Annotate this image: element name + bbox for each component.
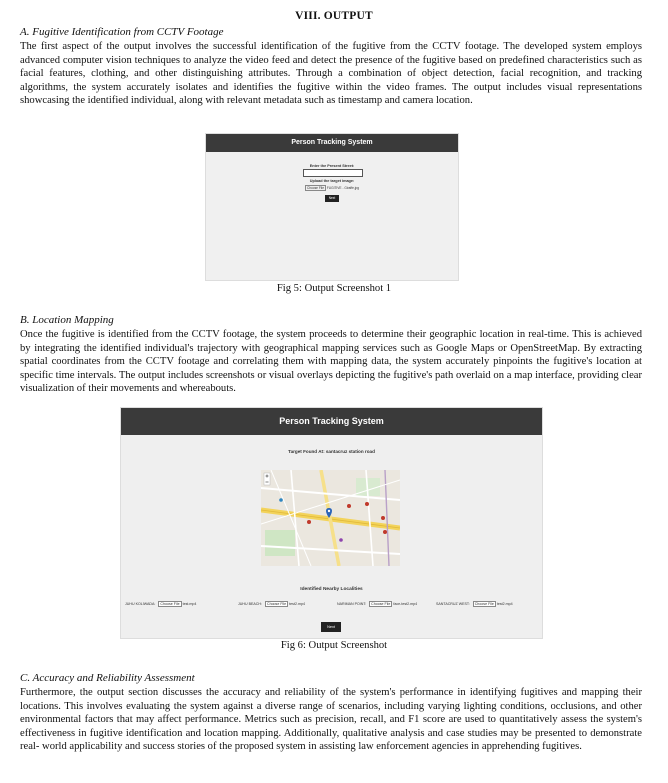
next-button[interactable]: Next — [325, 195, 339, 202]
choose-file-button[interactable]: Choose File — [306, 186, 324, 190]
choose-file-button[interactable]: Choose File — [371, 602, 391, 606]
locality-item — [337, 601, 417, 607]
locality-file: test2.mp4 — [289, 602, 305, 606]
locality-item — [436, 601, 513, 607]
locality-item — [238, 601, 305, 607]
section-heading: VIII. OUTPUT — [295, 10, 373, 22]
next-button[interactable]: Next — [321, 622, 341, 632]
locality-name: SANTACRUZ WEST: — [436, 602, 470, 606]
subsection-b-paragraph: Once the fugitive is identified from the CCTV footage, the system proceeds to determine their geographic location in real-time. This is achieved by integrating the identified individual's trajectory with geographical mapping services such as Google Maps or OpenStreetMap. By extracting spatial coordinates from the CCTV footage and correlating them with mapping data, the system accurately pinpoints the fugitive's location at specific time intervals. The output includes screenshots or visual overlays depicting the fugitive's path overlaid on a map interface, providing clear visualization of their movements and whereabouts. — [20, 329, 642, 395]
target-found-text: Target Found At: santacruz station road — [288, 449, 375, 454]
upload-label: Upload the target image: — [309, 179, 355, 183]
street-label: Enter the Present Street: — [309, 164, 355, 168]
choose-file-button[interactable]: Choose File — [160, 602, 180, 606]
figure-6-caption: Fig 6: Output Screenshot — [280, 640, 388, 651]
choose-file-button[interactable]: Choose File — [266, 602, 287, 606]
locality-name: NARIMAN POINT: — [337, 602, 367, 606]
file-upload-row — [206, 185, 458, 191]
file-name: FUGITIVE - Giraffe.jpg — [326, 186, 360, 190]
subsection-c-heading: C. Accuracy and Reliability Assessment — [20, 672, 195, 684]
street-input[interactable] — [303, 169, 363, 177]
map-view[interactable] — [261, 470, 400, 566]
locality-file: test2.mp4 — [496, 602, 513, 606]
locality-item — [125, 601, 196, 607]
locality-file: test.mp4 — [182, 602, 197, 606]
subsection-a-paragraph: The first aspect of the output involves the successful identification of the fugitive from the CCTV footage. The developed system employs advanced computer vision techniques to analyze the video feed and detect the presence of the fugitive based on predefined characteristics such as facial features, clothing, and other distinguishing attributes. Through a combination of object detection, facial recognition, and tracking algorithms, the system accurately isolates and identifies the fugitive within the video frames. The output includes visual representations showcasing the identified individual, along with relevant metadata such as timestamp and camera location. — [20, 41, 642, 107]
figure-5-screenshot — [205, 133, 459, 281]
locality-file: face-test2.mp4 — [393, 602, 418, 606]
choose-file-button[interactable]: Choose File — [474, 602, 494, 606]
map-graphic — [261, 470, 400, 566]
app-title-bar: Person Tracking System — [121, 408, 542, 435]
subsection-c-paragraph: Furthermore, the output section discusses the accuracy and reliability of the system's performance in identifying fugitives and mapping their locations. This involves evaluating the system against a diverse range of scenarios, including varying lighting conditions, occlusions, and other environmental factors that may affect performance. Metrics such as precision, recall, and F1 score are used to quantitatively assess the system's effectiveness in fugitive identification and location mapping. Additionally, qualitative analysis and case studies may be presented to demonstrate real- world applicability and success stories of the proposed system in assisting law enforcement agencies in apprehending fugitives. — [20, 687, 642, 753]
locality-name: JUHU KOLIWADA: — [125, 602, 156, 606]
figure-5-caption: Fig 5: Output Screenshot 1 — [276, 283, 392, 294]
locality-name: JUHU BEACH: — [238, 602, 262, 606]
app-title-bar: Person Tracking System — [206, 134, 458, 152]
figure-6-screenshot — [120, 407, 543, 639]
localities-title: Identified Nearby Localities — [300, 587, 363, 592]
subsection-b-heading: B. Location Mapping — [20, 314, 114, 326]
subsection-a-heading: A. Fugitive Identification from CCTV Footage — [20, 26, 224, 38]
